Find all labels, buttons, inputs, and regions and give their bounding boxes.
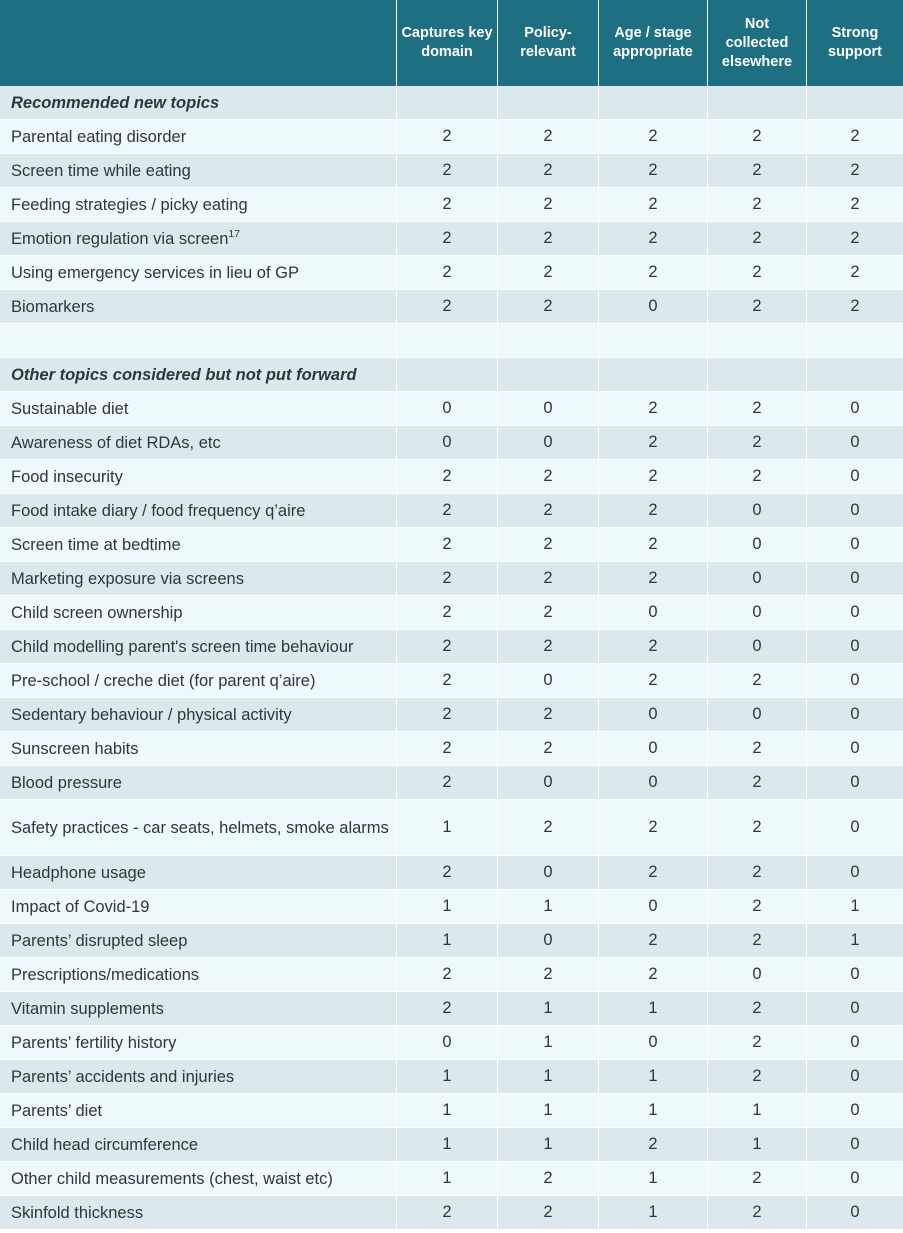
topic-cell <box>0 698 397 732</box>
score-age-stage-appropriate: 2 <box>599 426 708 460</box>
score-age-stage-appropriate: 1 <box>599 1060 708 1094</box>
topic-label: Parental eating disorder <box>11 127 187 146</box>
score-age-stage-appropriate: 2 <box>599 528 708 562</box>
score-captures-key-domain: 2 <box>397 120 498 154</box>
score-age-stage-appropriate: 1 <box>599 992 708 1026</box>
topic-label: Skinfold thickness <box>11 1203 144 1222</box>
score-not-collected-elsewhere: 2 <box>708 800 807 856</box>
score-not-collected-elsewhere: 2 <box>708 426 807 460</box>
section-title <box>0 358 397 392</box>
score-captures-key-domain: 1 <box>397 924 498 958</box>
table-row <box>0 222 903 256</box>
score-not-collected-elsewhere: 0 <box>708 528 807 562</box>
table-row <box>0 426 903 460</box>
topic-label: Blood pressure <box>11 773 122 792</box>
score-strong-support: 0 <box>807 1026 903 1060</box>
score-policy-relevant: 2 <box>498 596 599 630</box>
score-strong-support <box>807 86 903 120</box>
score-policy-relevant: 0 <box>498 924 599 958</box>
header-strong-support: Strong support <box>807 0 903 86</box>
score-not-collected-elsewhere: 2 <box>708 1026 807 1060</box>
score-not-collected-elsewhere: 2 <box>708 924 807 958</box>
score-strong-support: 0 <box>807 992 903 1026</box>
score-not-collected-elsewhere: 2 <box>708 732 807 766</box>
topic-cell <box>0 188 397 222</box>
score-strong-support: 0 <box>807 392 903 426</box>
score-not-collected-elsewhere: 2 <box>708 120 807 154</box>
topic-label: Food insecurity <box>11 467 123 486</box>
score-strong-support: 0 <box>807 800 903 856</box>
score-captures-key-domain: 2 <box>397 992 498 1026</box>
topic-cell <box>0 766 397 800</box>
score-age-stage-appropriate: 0 <box>599 1026 708 1060</box>
score-captures-key-domain: 0 <box>397 426 498 460</box>
score-strong-support: 2 <box>807 290 903 324</box>
score-strong-support: 0 <box>807 958 903 992</box>
footnote-marker: 17 <box>228 227 241 240</box>
score-not-collected-elsewhere: 0 <box>708 494 807 528</box>
score-not-collected-elsewhere: 2 <box>708 1196 807 1230</box>
score-captures-key-domain: 2 <box>397 766 498 800</box>
topic-cell <box>0 324 397 358</box>
topic-label: Vitamin supplements <box>11 999 164 1018</box>
score-not-collected-elsewhere: 2 <box>708 222 807 256</box>
topic-label: Child head circumference <box>11 1135 199 1154</box>
score-not-collected-elsewhere: 2 <box>708 290 807 324</box>
score-policy-relevant: 0 <box>498 426 599 460</box>
table-row <box>0 188 903 222</box>
score-strong-support: 0 <box>807 698 903 732</box>
topic-label: Prescriptions/medications <box>11 965 199 984</box>
score-policy-relevant: 2 <box>498 698 599 732</box>
topic-cell <box>0 856 397 890</box>
score-strong-support: 0 <box>807 528 903 562</box>
score-not-collected-elsewhere <box>708 324 807 358</box>
score-strong-support: 0 <box>807 1128 903 1162</box>
table-row <box>0 958 903 992</box>
score-strong-support: 0 <box>807 664 903 698</box>
topic-cell <box>0 890 397 924</box>
score-age-stage-appropriate: 0 <box>599 596 708 630</box>
topic-cell <box>0 1060 397 1094</box>
table-row <box>0 664 903 698</box>
score-policy-relevant <box>498 86 599 120</box>
score-strong-support: 2 <box>807 154 903 188</box>
score-policy-relevant: 2 <box>498 630 599 664</box>
header-topic <box>0 0 397 86</box>
topic-cell <box>0 562 397 596</box>
topic-cell <box>0 460 397 494</box>
score-captures-key-domain: 1 <box>397 890 498 924</box>
score-age-stage-appropriate: 2 <box>599 120 708 154</box>
score-not-collected-elsewhere: 0 <box>708 630 807 664</box>
score-policy-relevant: 0 <box>498 766 599 800</box>
score-captures-key-domain: 2 <box>397 494 498 528</box>
score-age-stage-appropriate: 0 <box>599 766 708 800</box>
topic-cell <box>0 154 397 188</box>
score-age-stage-appropriate: 1 <box>599 1162 708 1196</box>
score-age-stage-appropriate: 2 <box>599 924 708 958</box>
score-policy-relevant: 2 <box>498 222 599 256</box>
table-row <box>0 766 903 800</box>
score-not-collected-elsewhere: 0 <box>708 698 807 732</box>
score-not-collected-elsewhere: 2 <box>708 460 807 494</box>
topic-cell <box>0 924 397 958</box>
spacer-row <box>0 324 903 358</box>
topic-cell <box>0 1094 397 1128</box>
score-age-stage-appropriate: 2 <box>599 800 708 856</box>
score-captures-key-domain: 2 <box>397 596 498 630</box>
table-row <box>0 494 903 528</box>
score-policy-relevant: 2 <box>498 120 599 154</box>
score-policy-relevant: 2 <box>498 290 599 324</box>
score-captures-key-domain: 2 <box>397 460 498 494</box>
score-captures-key-domain: 2 <box>397 1196 498 1230</box>
score-age-stage-appropriate: 2 <box>599 1128 708 1162</box>
score-strong-support: 0 <box>807 856 903 890</box>
table-row <box>0 528 903 562</box>
score-captures-key-domain: 2 <box>397 562 498 596</box>
table-row <box>0 120 903 154</box>
table-row <box>0 732 903 766</box>
score-age-stage-appropriate: 2 <box>599 460 708 494</box>
header-captures-key-domain: Captures key domain <box>397 0 498 86</box>
topic-label: Screen time while eating <box>11 161 191 180</box>
section-header-row <box>0 86 903 120</box>
score-age-stage-appropriate: 0 <box>599 890 708 924</box>
score-strong-support: 0 <box>807 732 903 766</box>
score-not-collected-elsewhere: 1 <box>708 1094 807 1128</box>
topic-label: Using emergency services in lieu of GP <box>11 263 299 282</box>
score-captures-key-domain: 1 <box>397 1094 498 1128</box>
score-not-collected-elsewhere: 1 <box>708 1128 807 1162</box>
score-strong-support: 0 <box>807 630 903 664</box>
score-strong-support: 1 <box>807 924 903 958</box>
score-strong-support: 0 <box>807 1060 903 1094</box>
score-captures-key-domain: 1 <box>397 800 498 856</box>
score-captures-key-domain: 2 <box>397 528 498 562</box>
topic-label: Sustainable diet <box>11 399 129 418</box>
topic-label: Feeding strategies / picky eating <box>11 195 248 214</box>
score-strong-support <box>807 358 903 392</box>
score-age-stage-appropriate: 2 <box>599 562 708 596</box>
score-policy-relevant: 0 <box>498 664 599 698</box>
score-strong-support: 2 <box>807 222 903 256</box>
score-policy-relevant: 1 <box>498 1026 599 1060</box>
score-captures-key-domain <box>397 86 498 120</box>
table-row <box>0 800 903 856</box>
header-row <box>0 0 903 86</box>
section-header-row <box>0 358 903 392</box>
score-age-stage-appropriate: 2 <box>599 222 708 256</box>
score-captures-key-domain: 1 <box>397 1128 498 1162</box>
table-row <box>0 596 903 630</box>
topic-cell <box>0 958 397 992</box>
score-strong-support: 0 <box>807 426 903 460</box>
score-age-stage-appropriate: 2 <box>599 494 708 528</box>
score-age-stage-appropriate: 0 <box>599 698 708 732</box>
score-not-collected-elsewhere: 2 <box>708 188 807 222</box>
topic-label: Parents’ diet <box>11 1101 103 1120</box>
topic-cell <box>0 1196 397 1230</box>
score-not-collected-elsewhere: 0 <box>708 958 807 992</box>
score-age-stage-appropriate: 2 <box>599 392 708 426</box>
score-age-stage-appropriate: 2 <box>599 856 708 890</box>
topic-label: Biomarkers <box>11 297 95 316</box>
topic-cell <box>0 1026 397 1060</box>
topic-label: Food intake diary / food frequency q’aire <box>11 501 306 520</box>
topic-cell <box>0 120 397 154</box>
score-age-stage-appropriate: 2 <box>599 256 708 290</box>
score-not-collected-elsewhere: 2 <box>708 154 807 188</box>
score-strong-support: 0 <box>807 596 903 630</box>
score-policy-relevant: 1 <box>498 890 599 924</box>
section-title <box>0 86 397 120</box>
table-row <box>0 1026 903 1060</box>
topic-label: Child modelling parent's screen time behaviour <box>11 637 354 656</box>
table-row <box>0 924 903 958</box>
score-policy-relevant: 2 <box>498 154 599 188</box>
topic-cell <box>0 290 397 324</box>
table-row <box>0 698 903 732</box>
score-captures-key-domain: 2 <box>397 698 498 732</box>
score-policy-relevant <box>498 358 599 392</box>
topic-label: Impact of Covid-19 <box>11 897 150 916</box>
topic-cell <box>0 630 397 664</box>
score-strong-support: 0 <box>807 1162 903 1196</box>
score-policy-relevant: 2 <box>498 562 599 596</box>
score-captures-key-domain: 2 <box>397 188 498 222</box>
table-row <box>0 1060 903 1094</box>
topic-label: Sedentary behaviour / physical activity <box>11 705 292 724</box>
score-policy-relevant: 2 <box>498 1162 599 1196</box>
score-policy-relevant: 2 <box>498 494 599 528</box>
score-policy-relevant: 2 <box>498 800 599 856</box>
topic-cell <box>0 664 397 698</box>
score-not-collected-elsewhere: 2 <box>708 392 807 426</box>
topic-cell <box>0 1128 397 1162</box>
score-captures-key-domain: 0 <box>397 1026 498 1060</box>
score-age-stage-appropriate <box>599 358 708 392</box>
score-captures-key-domain: 2 <box>397 256 498 290</box>
topic-label: Other topics considered but not put forward <box>11 365 357 384</box>
table-row <box>0 1128 903 1162</box>
score-policy-relevant: 0 <box>498 392 599 426</box>
score-strong-support: 0 <box>807 562 903 596</box>
topic-cell <box>0 992 397 1026</box>
score-captures-key-domain: 2 <box>397 732 498 766</box>
topic-label: Other child measurements (chest, waist etc) <box>11 1169 333 1188</box>
topic-label: Marketing exposure via screens <box>11 569 244 588</box>
score-not-collected-elsewhere: 2 <box>708 664 807 698</box>
score-not-collected-elsewhere: 2 <box>708 256 807 290</box>
score-policy-relevant: 2 <box>498 958 599 992</box>
score-strong-support: 0 <box>807 494 903 528</box>
score-strong-support: 2 <box>807 188 903 222</box>
score-not-collected-elsewhere: 0 <box>708 596 807 630</box>
score-not-collected-elsewhere <box>708 358 807 392</box>
score-age-stage-appropriate: 0 <box>599 732 708 766</box>
score-strong-support: 1 <box>807 890 903 924</box>
score-policy-relevant: 1 <box>498 992 599 1026</box>
score-policy-relevant: 2 <box>498 732 599 766</box>
table-row <box>0 1162 903 1196</box>
table-body <box>0 86 903 1230</box>
score-captures-key-domain <box>397 324 498 358</box>
score-age-stage-appropriate: 2 <box>599 154 708 188</box>
score-not-collected-elsewhere: 2 <box>708 766 807 800</box>
score-age-stage-appropriate <box>599 86 708 120</box>
score-not-collected-elsewhere: 2 <box>708 1162 807 1196</box>
topic-label: Child screen ownership <box>11 603 183 622</box>
table-row <box>0 890 903 924</box>
topic-label: Parents’ fertility history <box>11 1033 177 1052</box>
topic-cell <box>0 222 397 256</box>
score-not-collected-elsewhere: 2 <box>708 992 807 1026</box>
table-row <box>0 992 903 1026</box>
score-not-collected-elsewhere <box>708 86 807 120</box>
score-policy-relevant: 2 <box>498 188 599 222</box>
score-captures-key-domain: 2 <box>397 856 498 890</box>
topic-label: Sunscreen habits <box>11 739 139 758</box>
score-strong-support: 0 <box>807 766 903 800</box>
score-strong-support: 2 <box>807 120 903 154</box>
score-policy-relevant <box>498 324 599 358</box>
topic-cell <box>0 426 397 460</box>
score-age-stage-appropriate: 1 <box>599 1196 708 1230</box>
topic-cell <box>0 1162 397 1196</box>
topic-label: Parents’ accidents and injuries <box>11 1067 235 1086</box>
score-policy-relevant: 0 <box>498 856 599 890</box>
topic-label: Recommended new topics <box>11 93 220 112</box>
score-policy-relevant: 2 <box>498 528 599 562</box>
table-row <box>0 630 903 664</box>
score-captures-key-domain: 0 <box>397 392 498 426</box>
table-row <box>0 154 903 188</box>
score-strong-support: 0 <box>807 1094 903 1128</box>
score-strong-support: 2 <box>807 256 903 290</box>
table-row <box>0 460 903 494</box>
topic-cell <box>0 596 397 630</box>
score-captures-key-domain: 2 <box>397 630 498 664</box>
table-row <box>0 856 903 890</box>
score-captures-key-domain: 2 <box>397 154 498 188</box>
score-age-stage-appropriate <box>599 324 708 358</box>
topic-cell <box>0 256 397 290</box>
score-policy-relevant: 1 <box>498 1128 599 1162</box>
score-strong-support: 0 <box>807 460 903 494</box>
table-row <box>0 290 903 324</box>
score-policy-relevant: 1 <box>498 1060 599 1094</box>
score-age-stage-appropriate: 1 <box>599 1094 708 1128</box>
table-row <box>0 256 903 290</box>
header-not-collected-elsewhere: Not collected elsewhere <box>708 0 807 86</box>
score-age-stage-appropriate: 2 <box>599 958 708 992</box>
topic-label: Headphone usage <box>11 863 146 882</box>
score-age-stage-appropriate: 2 <box>599 188 708 222</box>
topic-cell <box>0 494 397 528</box>
table-header <box>0 0 903 86</box>
topic-label: Screen time at bedtime <box>11 535 181 554</box>
topic-cell <box>0 528 397 562</box>
score-captures-key-domain <box>397 358 498 392</box>
score-age-stage-appropriate: 0 <box>599 290 708 324</box>
score-captures-key-domain: 1 <box>397 1060 498 1094</box>
table-row <box>0 1094 903 1128</box>
topic-label: Parents’ disrupted sleep <box>11 931 188 950</box>
score-not-collected-elsewhere: 2 <box>708 1060 807 1094</box>
header-policy-relevant: Policy-relevant <box>498 0 599 86</box>
score-captures-key-domain: 2 <box>397 222 498 256</box>
score-captures-key-domain: 2 <box>397 290 498 324</box>
table-row <box>0 562 903 596</box>
table-row <box>0 1196 903 1230</box>
score-policy-relevant: 2 <box>498 460 599 494</box>
score-not-collected-elsewhere: 0 <box>708 562 807 596</box>
score-captures-key-domain: 1 <box>397 1162 498 1196</box>
score-age-stage-appropriate: 2 <box>599 664 708 698</box>
topic-cell <box>0 800 397 856</box>
topic-label: Safety practices - car seats, helmets, smoke alarms <box>11 818 389 837</box>
score-strong-support <box>807 324 903 358</box>
score-not-collected-elsewhere: 2 <box>708 890 807 924</box>
topic-label: Emotion regulation via screen <box>11 229 229 248</box>
topic-cell <box>0 732 397 766</box>
topic-label: Pre-school / creche diet (for parent q’aire) <box>11 671 316 690</box>
score-captures-key-domain: 2 <box>397 664 498 698</box>
table-row <box>0 392 903 426</box>
score-not-collected-elsewhere: 2 <box>708 856 807 890</box>
score-strong-support: 0 <box>807 1196 903 1230</box>
score-age-stage-appropriate: 2 <box>599 630 708 664</box>
topic-label: Awareness of diet RDAs, etc <box>11 433 221 452</box>
header-age-stage-appropriate: Age / stage appropriate <box>599 0 708 86</box>
score-policy-relevant: 2 <box>498 1196 599 1230</box>
topic-cell <box>0 392 397 426</box>
score-policy-relevant: 1 <box>498 1094 599 1128</box>
score-policy-relevant: 2 <box>498 256 599 290</box>
score-captures-key-domain: 2 <box>397 958 498 992</box>
